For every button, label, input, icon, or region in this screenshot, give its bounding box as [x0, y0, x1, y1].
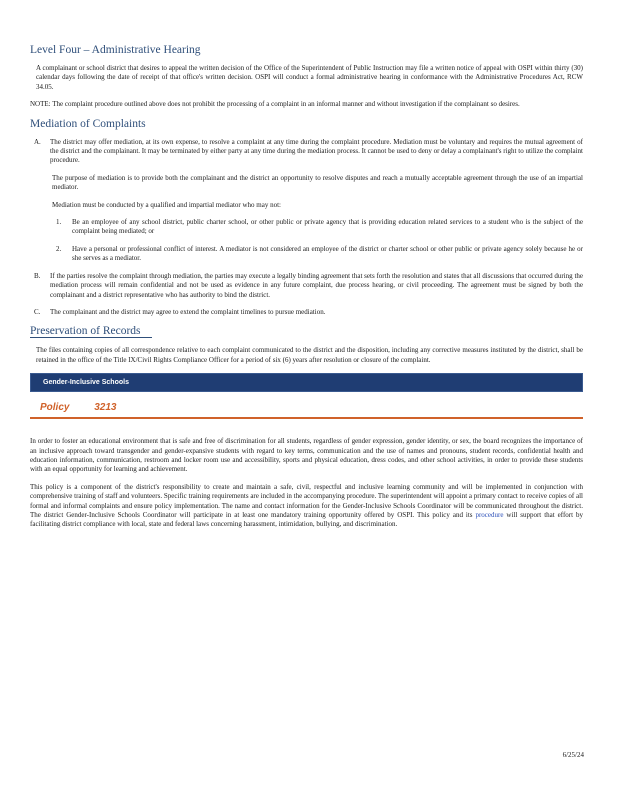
mediation-item-a: [30, 138, 583, 166]
level-four-heading: Level Four – Administrative Hearing: [30, 44, 201, 56]
item-text: The complainant and the district may agree to extend the complaint timelines to pursue mediation.: [50, 307, 326, 316]
gender-p2-text-after: will support that effort by facilitating district compliance with local, state and federal laws concerning harassment, intimidation, bullying, and discrimination.: [30, 510, 584, 529]
mediation-must: Mediation must be conducted by a qualified and impartial mediator who may not:: [52, 200, 281, 209]
item-marker: B.: [34, 271, 41, 280]
mediation-purpose: The purpose of mediation is to provide both the complainant and the district an opportunity to resolve disputes and reach a mutually acceptable agreement through the use of an impartial mediator.: [52, 173, 583, 192]
policy-title: [30, 396, 583, 419]
mediation-heading: Mediation of Complaints: [30, 117, 146, 130]
item-text: The district may offer mediation, at its own expense, to resolve a complaint at any time during the complaint procedure. Mediation must be voluntary and requires the mutual agreement of the district and the complainant. It may be terminated by either party at any time during the mediation process. It cannot be used to deny or delay a complainant's right to utilize the complaint procedure.: [50, 137, 583, 165]
section-banner: Gender-Inclusive Schools: [30, 373, 583, 392]
gender-paragraph-1: In order to foster an educational environment that is safe and free of discrimination for all students, regardless of gender expression, gender identity, or sex, the board recognizes the importance of an inclusive approach toward transgender and gender-expansive students with regard to key terms, communication and the use of names and pronouns, student records, confidential health and education information, communication, restroom and locker room use and accessibility, sports and physical education, dress codes, and other school activities, in order to provide these students with an equal opportunity for learning and achievement.: [30, 437, 583, 474]
footer-date: 6/25/24: [562, 751, 584, 759]
mediation-item-1: [52, 218, 583, 237]
mediation-item-c: [30, 308, 583, 317]
document-page: [30, 44, 583, 538]
mediation-item-b: [30, 272, 583, 300]
preservation-heading: [30, 325, 583, 338]
item-text: Have a personal or professional conflict of interest. A mediator is not considered an employee of the district or charter school or other public or private agency solely because he or she serves as a mediator.: [72, 244, 583, 263]
item-text: Be an employee of any school district, public charter school, or other public or private agency that is providing education related services to a student who is the subject of the complaint being mediated; or: [72, 218, 583, 236]
procedure-link[interactable]: procedure: [475, 510, 504, 519]
item-marker: 2.: [56, 244, 62, 253]
level-four-paragraph: A complainant or school district that desires to appeal the written decision of the Office of the Superintendent of Public Instruction may file a written notice of appeal with OSPI within thirty (30) calendar days following the date of receipt of that office's written decision. OSPI will conduct a formal administrative hearing in conformance with the Administrative Procedures Act, RCW 34.05.: [36, 64, 583, 91]
item-marker: A.: [34, 137, 41, 146]
preservation-paragraph: The files containing copies of all correspondence relative to each complaint communicated to the district and the disposition, including any corrective measures instituted by the district, shall be retained in the office of the Title IX/Civil Rights Compliance Officer for a period of six (6) years after resolution or closure of the complaint.: [36, 346, 583, 364]
policy-number: 3213: [94, 402, 117, 414]
policy-label: Policy: [40, 402, 70, 414]
item-marker: 1.: [56, 218, 62, 227]
gender-p2-text-before: This policy is a component of the district's responsibility to create and maintain a safe, civil, respectful and inclusive learning community and will be implemented in conjunction with comprehensive training of staff and volunteers. Specific training requirements are included in the accompanying procedure. The superintendent will appoint a primary contact to receive copies of all formal and informal complaints and ensure policy implementation. The name and contact information for the Gender-Inclusive Schools Coordinator will be communicated throughout the district. The district Gender-Inclusive Schools Coordinator will participate in at least one mandatory training opportunity offered by OSPI. This policy and its: [30, 482, 583, 519]
item-text: If the parties resolve the complaint through mediation, the parties may execute a legally binding agreement that sets forth the resolution and states that all discussions that occurred during the mediation process will remain confidential and not be used as evidence in any future complaint, due process hearing, or civil proceeding. The agreement must be signed by both the complainant and a district representative who has authority to bind the district.: [50, 271, 583, 299]
preservation-heading-text: Preservation of Records: [30, 325, 152, 338]
item-marker: C.: [34, 307, 41, 316]
mediation-item-2: [52, 245, 583, 264]
note-paragraph: NOTE: The complaint procedure outlined above does not prohibit the processing of a complaint in an informal manner and without investigation if the complainant so desires.: [30, 100, 520, 109]
gender-paragraph-2: [30, 483, 583, 530]
